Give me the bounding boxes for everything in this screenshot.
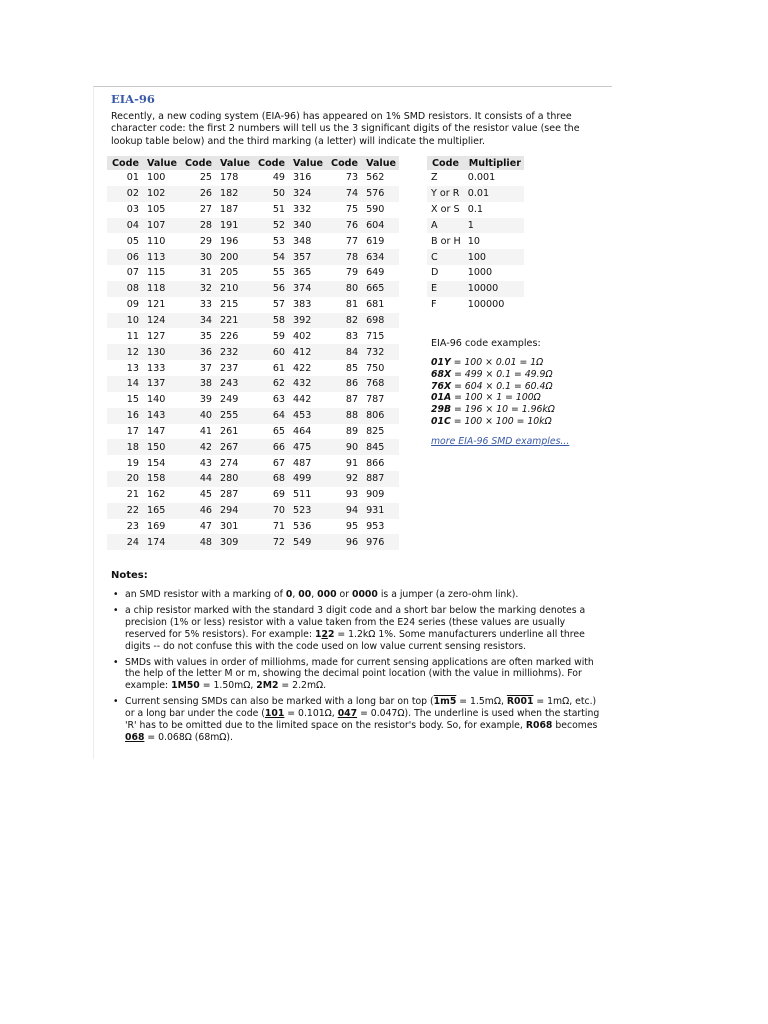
value-cell: 200: [215, 249, 253, 265]
code-cell: 80: [326, 281, 361, 297]
code-cell: 54: [253, 249, 288, 265]
code-cell: 46: [180, 503, 215, 519]
value-cell: 187: [220, 204, 239, 216]
code-cell: 88: [326, 408, 361, 424]
table-row: [107, 281, 399, 297]
code-cell: 17: [126, 425, 140, 437]
example-item: [431, 381, 555, 393]
code-cell: 13: [126, 362, 140, 374]
code-cell: 89: [345, 425, 359, 437]
code-cell: 91: [345, 457, 359, 469]
value-cell: 124: [142, 313, 180, 329]
code-cell: 16: [107, 408, 142, 424]
code-cell: 53: [272, 235, 286, 247]
code-cell: 51: [272, 204, 286, 216]
code-cell: 62: [253, 376, 288, 392]
code-cell: 74: [326, 186, 361, 202]
code-table-header: [107, 156, 399, 170]
multiplier-value-cell: 100: [464, 249, 524, 265]
value-cell: 562: [366, 172, 385, 184]
code-cell: 05: [126, 235, 140, 247]
value-cell: 107: [142, 218, 180, 234]
code-cell: 70: [253, 503, 288, 519]
value-cell: 158: [142, 471, 180, 487]
note-item: • a chip resistor marked with the standard 3 digit code and a short bar below the marking denotes a precision (1% or less) resistor with a value taken from the E24 series (these values are usually reserved for 5% resistors). For example: 122 = 1.2kΩ 1%. Some manufacturers underline all three digits -- do not confuse this with the code used on low value current sensing resistors.: [111, 605, 601, 653]
value-cell: 976: [361, 534, 399, 550]
code-cell: 20: [107, 471, 142, 487]
table-row: [427, 297, 524, 313]
note-item: • SMDs with values in order of milliohms, made for current sensing applications are often marked with the help of the letter M or m, showing the decimal point location (with the value in milliohms). For example: 1M50 = 1.50mΩ, 2M2 = 2.2mΩ.: [111, 657, 601, 693]
table-row: [427, 281, 524, 297]
value-cell: 102: [142, 186, 180, 202]
code-cell: 27: [199, 204, 213, 216]
value-cell: 249: [220, 394, 239, 406]
value-cell: 309: [215, 534, 253, 550]
value-cell: 210: [215, 281, 253, 297]
code-cell: 18: [107, 439, 142, 455]
value-cell: 464: [293, 425, 312, 437]
code-cell: 84: [326, 344, 361, 360]
example-expression: = 100 × 1 = 100Ω: [451, 392, 541, 404]
value-cell: 324: [288, 186, 326, 202]
value-cell: 487: [293, 457, 312, 469]
value-cell: 113: [142, 249, 180, 265]
code-cell: 61: [272, 362, 286, 374]
value-cell: 105: [147, 204, 166, 216]
example-expression: = 499 × 0.1 = 49.9Ω: [451, 368, 553, 380]
code-cell: 52: [253, 218, 288, 234]
table-row: [107, 392, 399, 408]
value-cell: 267: [215, 439, 253, 455]
value-cell: 215: [220, 299, 239, 311]
code-cell: 07: [126, 267, 140, 279]
value-cell: 442: [293, 394, 312, 406]
example-item: [431, 357, 555, 369]
code-cell: 86: [326, 376, 361, 392]
table-row: [427, 170, 524, 186]
code-cell: 85: [345, 362, 359, 374]
code-cell: 90: [326, 439, 361, 455]
multiplier-value-cell: 0.1: [467, 204, 483, 216]
value-cell: 162: [147, 489, 166, 501]
value-cell: 432: [288, 376, 326, 392]
value-cell: 140: [147, 394, 166, 406]
code-cell: 73: [345, 172, 359, 184]
multiplier-value-cell: 0.01: [464, 186, 524, 202]
code-cell: 11: [126, 330, 140, 342]
code-cell: 83: [345, 330, 359, 342]
code-cell: 28: [180, 218, 215, 234]
code-cell: 82: [326, 313, 361, 329]
value-cell: 287: [220, 489, 239, 501]
value-cell: 715: [366, 330, 385, 342]
multiplier-value-cell: 0.001: [467, 172, 496, 184]
table-row: [107, 471, 399, 487]
table-row: [107, 297, 399, 313]
value-cell: 576: [361, 186, 399, 202]
table-row: [107, 519, 399, 535]
value-cell: 147: [147, 425, 166, 437]
value-cell: 453: [288, 408, 326, 424]
code-table-header-cell: Code: [253, 156, 288, 170]
multiplier-code-cell: B or H: [431, 235, 461, 247]
code-cell: 38: [180, 376, 215, 392]
value-cell: 768: [361, 376, 399, 392]
value-cell: 133: [147, 362, 166, 374]
value-cell: 226: [220, 330, 239, 342]
example-code: 01C: [431, 415, 451, 427]
multiplier-table: [427, 156, 524, 313]
multiplier-code-cell: A: [427, 218, 464, 234]
more-examples-link[interactable]: more EIA-96 SMD examples...: [431, 436, 570, 447]
value-cell: 392: [288, 313, 326, 329]
code-cell: 77: [345, 235, 359, 247]
value-cell: 332: [293, 204, 312, 216]
code-cell: 10: [107, 313, 142, 329]
value-cell: 191: [215, 218, 253, 234]
code-table-header-cell: Code: [326, 156, 361, 170]
value-cell: 100: [147, 172, 166, 184]
value-cell: 422: [293, 362, 312, 374]
code-cell: 04: [107, 218, 142, 234]
value-cell: 806: [361, 408, 399, 424]
value-cell: 887: [361, 471, 399, 487]
table-row: [107, 186, 399, 202]
code-cell: 94: [326, 503, 361, 519]
multiplier-code-cell: E: [427, 281, 464, 297]
table-row: [427, 202, 524, 218]
code-table-header-cell: Value: [142, 156, 180, 170]
code-cell: 14: [107, 376, 142, 392]
table-row: [107, 344, 399, 360]
code-cell: 29: [199, 235, 213, 247]
table-row: [107, 170, 399, 186]
multiplier-value-cell: 100000: [467, 299, 505, 311]
table-row: [107, 218, 399, 234]
value-cell: 383: [293, 299, 312, 311]
code-cell: 09: [126, 299, 140, 311]
value-cell: 412: [288, 344, 326, 360]
example-code: 76X: [431, 380, 452, 392]
value-cell: 909: [366, 489, 385, 501]
code-cell: 69: [272, 489, 286, 501]
code-cell: 76: [326, 218, 361, 234]
multiplier-table-header: [427, 156, 524, 170]
value-cell: 475: [288, 439, 326, 455]
examples-list: [431, 357, 555, 428]
multiplier-value-cell: 10: [467, 235, 480, 247]
table-row: [107, 376, 399, 392]
page-title: EIA-96: [111, 92, 155, 106]
example-expression: = 100 × 100 = 10kΩ: [450, 415, 552, 427]
table-row: [107, 360, 399, 376]
value-cell: 953: [366, 520, 385, 532]
code-cell: 02: [107, 186, 142, 202]
code-cell: 71: [272, 520, 286, 532]
example-item: [431, 369, 555, 381]
code-cell: 45: [199, 489, 213, 501]
value-cell: 619: [366, 235, 385, 247]
code-cell: 93: [345, 489, 359, 501]
value-cell: 402: [293, 330, 312, 342]
value-cell: 154: [147, 457, 166, 469]
value-cell: 750: [366, 362, 385, 374]
code-cell: 15: [126, 394, 140, 406]
value-cell: 237: [220, 362, 239, 374]
note-item: • Current sensing SMDs can also be marked with a long bar on top (1m5 = 1.5mΩ, R001 = 1mΩ, etc.) or a long bar under the code (101 = 0.101Ω, 047 = 0.047Ω). The underline is used when the starting 'R' has to be omitted due to the limited space on the resistor's body. So, for example, R068 becomes 068 = 0.068Ω (68mΩ).: [111, 696, 601, 744]
example-code: 01Y: [431, 357, 451, 368]
value-cell: 143: [142, 408, 180, 424]
code-cell: 58: [253, 313, 288, 329]
table-row: [427, 218, 524, 234]
table-row: [107, 249, 399, 265]
value-cell: 825: [366, 425, 385, 437]
value-cell: 340: [288, 218, 326, 234]
code-cell: 67: [272, 457, 286, 469]
code-cell: 72: [253, 534, 288, 550]
multiplier-header-cell: Code: [427, 156, 464, 170]
table-row: [427, 265, 524, 281]
value-cell: 301: [220, 520, 239, 532]
value-cell: 365: [293, 267, 312, 279]
example-item: [431, 404, 555, 416]
code-cell: 22: [107, 503, 142, 519]
code-table-header-cell: Code: [107, 156, 142, 170]
multiplier-value-cell: 10000: [464, 281, 524, 297]
table-row: [427, 186, 524, 202]
value-cell: 787: [366, 394, 385, 406]
code-table-header-cell: Code: [180, 156, 215, 170]
value-cell: 634: [361, 249, 399, 265]
value-cell: 196: [220, 235, 239, 247]
multiplier-code-cell: Z: [431, 172, 438, 184]
example-expression: = 100 × 0.01 = 1Ω: [450, 357, 544, 368]
multiplier-code-cell: F: [431, 299, 437, 311]
example-code: 29B: [431, 404, 452, 416]
code-cell: 21: [126, 489, 140, 501]
code-cell: 50: [253, 186, 288, 202]
value-cell: 165: [142, 503, 180, 519]
value-cell: 866: [366, 457, 385, 469]
code-cell: 59: [272, 330, 286, 342]
code-cell: 40: [180, 408, 215, 424]
value-cell: 499: [288, 471, 326, 487]
table-row: [107, 534, 399, 550]
code-table-header-cell: Value: [215, 156, 253, 170]
value-cell: 174: [142, 534, 180, 550]
table-row: [107, 503, 399, 519]
code-cell: 39: [199, 394, 213, 406]
table-row: [107, 487, 399, 503]
value-cell: 274: [220, 457, 239, 469]
table-row: [427, 233, 524, 249]
code-cell: 96: [326, 534, 361, 550]
code-cell: 41: [199, 425, 213, 437]
value-cell: 280: [215, 471, 253, 487]
code-cell: 01: [126, 172, 140, 184]
value-cell: 205: [220, 267, 239, 279]
value-cell: 178: [220, 172, 239, 184]
value-cell: 536: [293, 520, 312, 532]
code-cell: 06: [107, 249, 142, 265]
code-cell: 63: [272, 394, 286, 406]
code-cell: 34: [180, 313, 215, 329]
code-cell: 35: [199, 330, 213, 342]
intro-paragraph: Recently, a new coding system (EIA-96) has appeared on 1% SMD resistors. It consists of a three character code: the first 2 numbers will tell us the 3 significant digits of the resistor value (see the lookup table below) and the third marking (a letter) will indicate the multiplier.: [111, 111, 580, 147]
code-cell: 26: [180, 186, 215, 202]
value-cell: 649: [366, 267, 385, 279]
value-cell: 523: [288, 503, 326, 519]
value-cell: 169: [147, 520, 166, 532]
multiplier-header-cell: Multiplier: [464, 156, 524, 170]
examples-title: EIA-96 code examples:: [431, 338, 541, 349]
value-cell: 121: [147, 299, 166, 311]
example-code: 68X: [431, 368, 452, 380]
table-row: [107, 265, 399, 281]
value-cell: 845: [361, 439, 399, 455]
code-cell: 68: [253, 471, 288, 487]
code-cell: 12: [107, 344, 142, 360]
code-cell: 44: [180, 471, 215, 487]
code-cell: 65: [272, 425, 286, 437]
table-row: [427, 249, 524, 265]
value-cell: 511: [293, 489, 312, 501]
value-cell: 732: [361, 344, 399, 360]
value-cell: 549: [288, 534, 326, 550]
code-cell: 25: [199, 172, 213, 184]
multiplier-code-cell: X or S: [431, 204, 460, 216]
value-cell: 255: [215, 408, 253, 424]
code-cell: 36: [180, 344, 215, 360]
value-cell: 665: [361, 281, 399, 297]
code-cell: 31: [199, 267, 213, 279]
value-cell: 110: [147, 235, 166, 247]
code-cell: 78: [326, 249, 361, 265]
code-cell: 56: [253, 281, 288, 297]
value-cell: 150: [142, 439, 180, 455]
table-row: [107, 313, 399, 329]
code-cell: 92: [326, 471, 361, 487]
code-cell: 03: [126, 204, 140, 216]
example-code: 01A: [431, 392, 452, 404]
value-cell: 374: [288, 281, 326, 297]
value-cell: 115: [147, 267, 166, 279]
code-cell: 42: [180, 439, 215, 455]
code-cell: 24: [107, 534, 142, 550]
table-row: [107, 202, 399, 218]
code-table-header-cell: Value: [361, 156, 399, 170]
multiplier-code-cell: D: [431, 267, 439, 279]
value-cell: 316: [293, 172, 312, 184]
table-row: [107, 424, 399, 440]
code-cell: 81: [345, 299, 359, 311]
code-cell: 19: [126, 457, 140, 469]
code-cell: 57: [272, 299, 286, 311]
value-cell: 698: [361, 313, 399, 329]
value-cell: 130: [142, 344, 180, 360]
table-row: [107, 328, 399, 344]
value-cell: 357: [288, 249, 326, 265]
code-cell: 33: [199, 299, 213, 311]
value-cell: 137: [142, 376, 180, 392]
code-cell: 47: [199, 520, 213, 532]
value-cell: 232: [215, 344, 253, 360]
code-cell: 08: [107, 281, 142, 297]
code-cell: 75: [345, 204, 359, 216]
notes-list: [111, 589, 601, 748]
multiplier-value-cell: 1000: [467, 267, 493, 279]
code-cell: 23: [126, 520, 140, 532]
code-cell: 66: [253, 439, 288, 455]
document-page: [93, 86, 612, 759]
table-row: [107, 233, 399, 249]
value-cell: 348: [293, 235, 312, 247]
code-cell: 49: [272, 172, 286, 184]
value-cell: 681: [366, 299, 385, 311]
code-cell: 37: [199, 362, 213, 374]
code-cell: 60: [253, 344, 288, 360]
value-cell: 182: [215, 186, 253, 202]
value-cell: 221: [215, 313, 253, 329]
notes-title: Notes:: [111, 570, 148, 581]
eia96-code-table: [107, 156, 399, 550]
code-cell: 87: [345, 394, 359, 406]
example-expression: = 196 × 10 = 1.96kΩ: [451, 404, 555, 416]
table-row: [107, 439, 399, 455]
code-cell: 95: [345, 520, 359, 532]
example-item: [431, 392, 555, 404]
value-cell: 118: [142, 281, 180, 297]
value-cell: 243: [215, 376, 253, 392]
value-cell: 931: [361, 503, 399, 519]
value-cell: 261: [220, 425, 239, 437]
value-cell: 127: [147, 330, 166, 342]
code-cell: 30: [180, 249, 215, 265]
code-cell: 64: [253, 408, 288, 424]
code-cell: 79: [345, 267, 359, 279]
code-cell: 32: [180, 281, 215, 297]
example-expression: = 604 × 0.1 = 60.4Ω: [451, 380, 553, 392]
code-cell: 48: [180, 534, 215, 550]
multiplier-code-cell: Y or R: [427, 186, 464, 202]
note-item: • an SMD resistor with a marking of 0, 00, 000 or 0000 is a jumper (a zero-ohm link).: [111, 589, 601, 601]
example-item: [431, 416, 555, 428]
table-row: [107, 408, 399, 424]
table-row: [107, 455, 399, 471]
value-cell: 294: [215, 503, 253, 519]
multiplier-code-cell: C: [427, 249, 464, 265]
multiplier-value-cell: 1: [464, 218, 524, 234]
code-table-header-cell: Value: [288, 156, 326, 170]
code-cell: 43: [199, 457, 213, 469]
value-cell: 604: [361, 218, 399, 234]
code-cell: 55: [272, 267, 286, 279]
value-cell: 590: [366, 204, 385, 216]
